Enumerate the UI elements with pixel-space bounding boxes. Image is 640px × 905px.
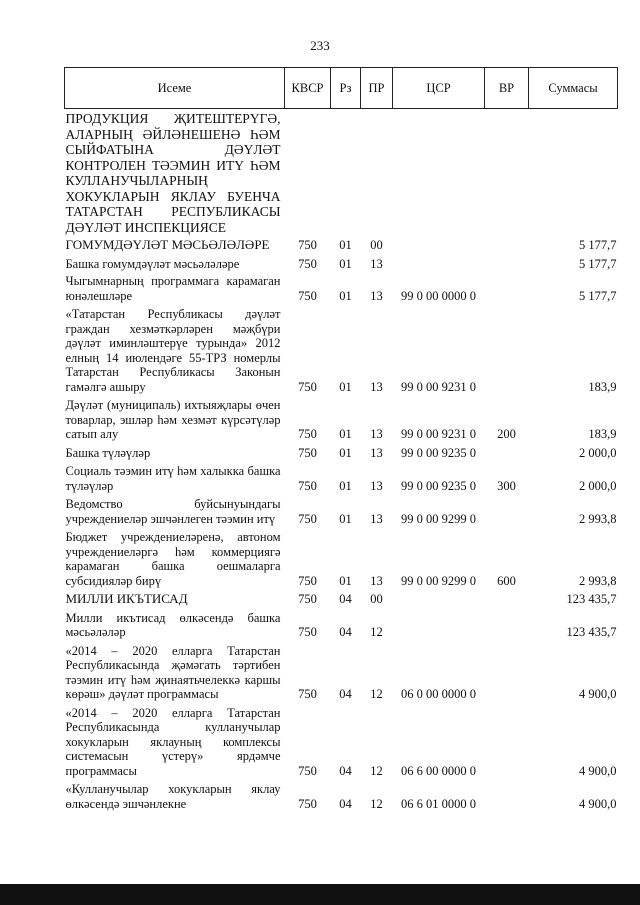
header-pr: ПР <box>361 68 393 109</box>
cell-rz: 01 <box>339 511 352 526</box>
page-number: 233 <box>310 38 330 53</box>
table-row <box>65 443 618 462</box>
cell-vr: 300 <box>497 478 516 493</box>
cell-name: «2014 – 2020 елларга Татарстан Республикасында җәмәгать тәртибен тәэмин итү һәм җинаятьчелеккә каршы көрәш» дәүләт программасы <box>65 643 281 701</box>
table-row <box>65 703 618 780</box>
cell-kvsr: 750 <box>298 445 317 460</box>
title-row <box>65 109 618 236</box>
cell-kvsr: 750 <box>298 511 317 526</box>
cell-csr: 99 0 00 9299 0 <box>401 511 476 526</box>
cell-sum: 4 900,0 <box>579 687 617 701</box>
cell-pr: 13 <box>370 379 383 394</box>
agency-title: ПРОДУКЦИЯ ҖИТЕШТЕРҮГӘ, АЛАРНЫҢ ӘЙЛӘНЕШЕНӘ ҺӘМ СЫЙФАТЫНА ДӘҮЛӘТ КОНТРОЛЕН ТӘЭМИН ИТҮ ҺӘМ КУЛЛАНУЧЫЛАРНЫҢ ХОКУКЛАРЫН ЯКЛАУ БУЕНЧА ТАТАРСТАН РЕСПУБЛИКАСЫ ДӘҮЛӘТ ИНСПЕКЦИЯСЕ <box>65 111 281 235</box>
cell-kvsr: 750 <box>298 687 317 701</box>
table-body <box>65 109 618 813</box>
cell-rz: 01 <box>339 379 352 394</box>
cell-vr <box>485 254 529 273</box>
scan-bottom-edge <box>0 884 640 905</box>
cell-kvsr: 750 <box>298 625 317 639</box>
cell-name: Башка түләүләр <box>65 445 151 460</box>
cell-sum: 123 435,7 <box>566 625 617 639</box>
cell-vr: 200 <box>497 427 516 441</box>
cell-vr <box>485 304 529 395</box>
header-name: Исеме <box>65 68 285 109</box>
cell-name: Ведомство буйсынуындагы учреждениеләр эшчәнлеген тәэмин итү <box>65 497 281 526</box>
table-row <box>65 272 618 304</box>
cell-kvsr: 750 <box>298 478 317 493</box>
budget-table <box>64 67 618 812</box>
cell-vr <box>485 443 529 462</box>
cell-csr: 99 0 00 0000 0 <box>401 288 476 303</box>
cell-vr <box>485 779 529 812</box>
cell-csr: 99 0 00 9231 0 <box>401 427 476 441</box>
cell-rz: 01 <box>339 427 352 441</box>
cell-rz: 04 <box>339 687 352 701</box>
table-row <box>65 589 618 608</box>
table-row <box>65 608 618 641</box>
cell-rz: 01 <box>339 445 352 460</box>
cell-csr: 06 6 00 0000 0 <box>401 763 476 778</box>
cell-pr: 00 <box>370 238 383 252</box>
table-row <box>65 461 618 494</box>
cell-vr <box>485 608 529 641</box>
cell-kvsr: 750 <box>298 573 317 588</box>
cell-rz: 01 <box>339 256 352 271</box>
cell-pr: 13 <box>370 445 383 460</box>
table-row <box>65 494 618 527</box>
cell-vr: 600 <box>497 573 516 588</box>
cell-csr <box>393 235 485 254</box>
cell-rz: 04 <box>339 763 352 778</box>
cell-kvsr: 750 <box>298 763 317 778</box>
cell-sum: 4 900,0 <box>579 796 617 811</box>
cell-name: Социаль тәэмин итү һәм халыкка башка түләүләр <box>65 464 281 493</box>
cell-vr <box>485 494 529 527</box>
cell-sum: 2 000,0 <box>579 478 617 493</box>
cell-pr: 12 <box>370 763 383 778</box>
cell-rz: 04 <box>339 592 352 606</box>
cell-vr <box>485 703 529 780</box>
cell-kvsr: 750 <box>298 288 317 303</box>
cell-pr: 13 <box>370 256 383 271</box>
cell-pr: 12 <box>370 625 383 639</box>
cell-vr <box>485 235 529 254</box>
cell-name: «2014 – 2020 елларга Татарстан Республикасында кулланучылар хокукларын яклауның комплексы системасын үстерү» ярдәмче программасы <box>65 705 281 778</box>
header-vr: ВР <box>485 68 529 109</box>
cell-csr: 99 0 00 9235 0 <box>401 445 476 460</box>
cell-sum: 5 177,7 <box>579 238 617 252</box>
cell-kvsr: 750 <box>298 238 317 252</box>
cell-name: «Татарстан Республикасы дәүләт граждан хезмәткәрләрен мәҗбүри дәүләт иминләштерүе турында» 2012 елның 14 июлендәге 55-ТРЗ номерлы Татарстан Республикасы Законын гамәлгә ашыру <box>65 307 281 394</box>
cell-sum: 123 435,7 <box>566 592 617 606</box>
cell-csr: 06 0 00 0000 0 <box>401 687 476 701</box>
cell-pr: 13 <box>370 427 383 441</box>
cell-pr: 00 <box>370 592 383 606</box>
table-row <box>65 779 618 812</box>
cell-csr: 99 0 00 9299 0 <box>401 573 476 588</box>
cell-vr <box>485 272 529 304</box>
cell-pr: 12 <box>370 796 383 811</box>
cell-pr: 13 <box>370 478 383 493</box>
cell-name: Милли икътисад өлкәсендә башка мәсьәләләр <box>65 610 281 639</box>
cell-rz: 01 <box>339 573 352 588</box>
cell-sum: 5 177,7 <box>579 256 617 271</box>
cell-sum: 2 000,0 <box>579 445 617 460</box>
cell-vr <box>485 589 529 608</box>
cell-name: ГОМУМДӘҮЛӘТ МӘСЬӘЛӘЛӘРЕ <box>65 237 270 252</box>
cell-pr: 13 <box>370 511 383 526</box>
cell-kvsr: 750 <box>298 379 317 394</box>
cell-sum: 183,9 <box>588 427 617 441</box>
cell-rz: 01 <box>339 288 352 303</box>
cell-name: Башка гомумдәүләт мәсьәләләре <box>65 256 240 271</box>
header-rz: Рз <box>331 68 361 109</box>
cell-vr <box>485 641 529 703</box>
cell-csr: 99 0 00 9231 0 <box>401 379 476 394</box>
cell-rz: 01 <box>339 478 352 493</box>
cell-kvsr: 750 <box>298 796 317 811</box>
cell-sum: 2 993,8 <box>579 511 617 526</box>
cell-pr: 12 <box>370 687 383 701</box>
table-row <box>65 641 618 703</box>
cell-sum: 183,9 <box>588 379 617 394</box>
cell-csr: 99 0 00 9235 0 <box>401 478 476 493</box>
table-row <box>65 395 618 443</box>
cell-rz: 04 <box>339 625 352 639</box>
cell-csr: 06 6 01 0000 0 <box>401 796 476 811</box>
cell-csr <box>393 254 485 273</box>
cell-sum: 5 177,7 <box>579 288 617 303</box>
cell-name: «Кулланучылар хокукларын яклау өлкәсендә эшчәнлекне <box>65 782 281 811</box>
table-header-row <box>65 68 618 109</box>
table-row <box>65 304 618 395</box>
cell-kvsr: 750 <box>298 427 317 441</box>
cell-name: Бюджет учреждениеләренә, автоном учреждениеләргә һәм коммерциягә карамаган башка оешмаларга субсидияләр бирү <box>65 530 281 588</box>
cell-rz: 04 <box>339 796 352 811</box>
cell-csr <box>393 608 485 641</box>
header-kvsr: КВСР <box>285 68 331 109</box>
cell-sum: 4 900,0 <box>579 763 617 778</box>
table-row <box>65 254 618 273</box>
cell-rz: 01 <box>339 238 352 252</box>
cell-kvsr: 750 <box>298 592 317 606</box>
cell-pr: 13 <box>370 288 383 303</box>
cell-sum: 2 993,8 <box>579 573 617 588</box>
table-row <box>65 527 618 589</box>
table-row <box>65 235 618 254</box>
cell-kvsr: 750 <box>298 256 317 271</box>
cell-csr <box>393 589 485 608</box>
cell-name: Чыгымнарның программага карамаган юнәлешләре <box>65 274 281 303</box>
header-csr: ЦСР <box>393 68 485 109</box>
header-sum: Суммасы <box>529 68 618 109</box>
cell-pr: 13 <box>370 573 383 588</box>
cell-name: МИЛЛИ ИКЪТИСАД <box>65 591 188 606</box>
cell-name: Дәүләт (муниципаль) ихтыяҗлары өчен товарлар, эшләр һәм хезмәт күрсәтүләр сатып алу <box>65 398 281 441</box>
